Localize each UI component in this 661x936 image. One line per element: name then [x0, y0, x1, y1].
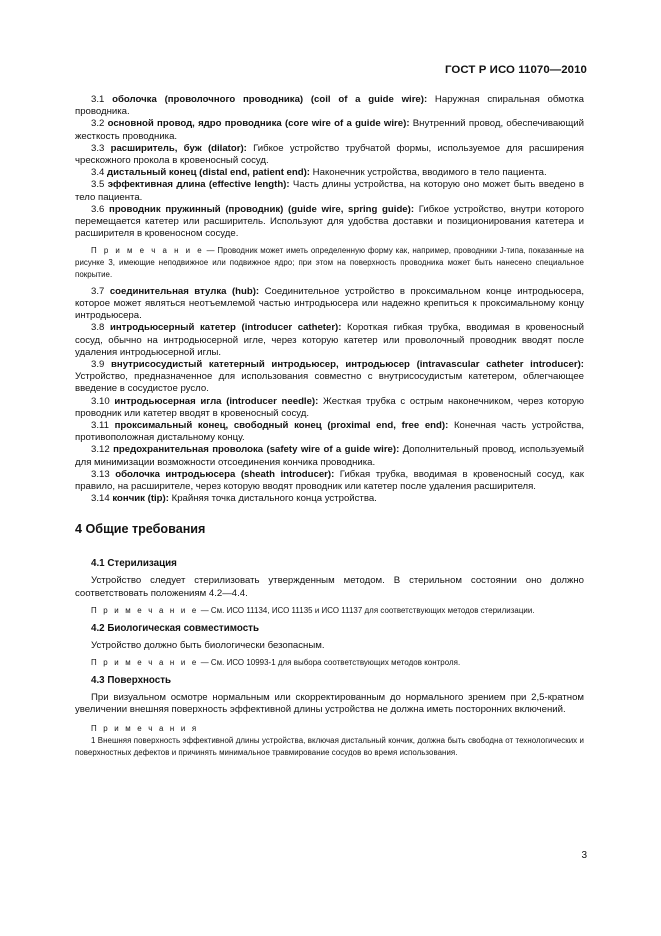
section-4-1-title: 4.1 Стерилизация — [91, 558, 177, 570]
note-label: П р и м е ч а н и е — [91, 605, 199, 615]
definition-text: Конечная часть устройства, противоположная дистальному концу. — [75, 420, 584, 444]
definition-term: проксимальный конец, свободный конец (proximal end, free end): — [114, 420, 449, 432]
definition-term: оболочка (проволочного проводника) (coil of a guide wire): — [112, 94, 428, 105]
definition-text: Внутренний провод, обеспечивающий жесткость проводника. — [75, 118, 584, 142]
note-text: — Проводник может иметь определенную форму как, например, проводники J-типа, показанные на рисунке 3, имеющие неподвижное или подвижное ядро; при этом на поверхность проводника может быть нанесено специальное покрытие. — [75, 246, 584, 280]
definition-term: внутрисосудистый катетерный интродьюсер, интродьюсер (intravascular catheter introducer): — [111, 359, 584, 371]
definition-term: дистальный конец (distal end, patient end): — [107, 167, 311, 179]
definition-3-12 — [75, 444, 584, 468]
section-4-3-title: 4.3 Поверхность — [91, 674, 172, 686]
section-4-2-title: 4.2 Биологическая совместимость — [91, 622, 259, 634]
definition-number: 3.10 — [91, 395, 110, 407]
definition-3-2 — [75, 118, 584, 142]
definition-3-14 — [75, 493, 584, 505]
definition-number: 3.1 — [91, 94, 105, 105]
definition-term: основной провод, ядро проводника (core wire of a guide wire): — [107, 118, 410, 130]
definition-text: Наружная спиральная обмотка проводника. — [75, 94, 585, 118]
section-4-3-note-1: 1 Внешняя поверхность эффективной длины устройства, включая дистальный кончик, должна быть свободна от технологических и поверхностных дефектов и причинять минимальное травмирование сосудов во время использования. — [75, 735, 584, 757]
definition-3-1 — [75, 94, 584, 118]
definition-number: 3.13 — [91, 468, 110, 480]
definition-3-5 — [75, 179, 584, 203]
definition-term: проводник пружинный (проводник) (guide wire, spring guide): — [109, 203, 415, 215]
definition-3-7 — [75, 286, 584, 323]
definition-term: расширитель, буж (dilator): — [110, 142, 247, 154]
definition-number: 3.12 — [91, 444, 110, 456]
definition-number: 3.9 — [91, 359, 105, 371]
definition-number: 3.3 — [91, 142, 105, 154]
definition-3-9 — [75, 359, 584, 396]
definition-number: 3.6 — [91, 203, 105, 215]
section-4-3-text: При визуальном осмотре нормальным или скорректированным до нормального зрением при 2,5-кратном увеличении внешняя поверхность эффективной длины устройства не должна иметь посторонних включений. — [75, 691, 584, 715]
note-text: — См. ИСО 11134, ИСО 11135 и ИСО 11137 для соответствующих методов стерилизации. — [198, 605, 535, 615]
definition-text: Гибкая трубка, вводимая в кровеносный сосуд, как правило, на расширителе, через которую вводят проводник или катетер после удаления расширителя. — [75, 468, 584, 493]
definition-text: Устройство, предназначенное для использования совместно с внутрисосудистым катетером, облегчающее введение в сосудистое русло. — [75, 371, 584, 395]
section-4-2-note — [75, 657, 584, 669]
definition-text: Наконечник устройства, вводимого в тело пациента. — [310, 167, 547, 179]
section-4-1-note — [75, 605, 584, 617]
definition-text: Соединительное устройство в проксимальном конце интродьюсера, которое может являться неотъемлемой частью интродьюсера или надежно крепиться к проксимальному концу интродьюсера. — [75, 285, 584, 322]
definition-3-11 — [75, 420, 584, 444]
definition-3-3 — [75, 143, 584, 167]
definition-3-6 — [75, 204, 584, 241]
definition-3-13 — [75, 469, 584, 493]
definition-text: Дополнительный провод, используемый для минимизации возможности отсоединения кончика проводника. — [75, 444, 584, 468]
definition-3-4 — [75, 167, 584, 179]
definition-number: 3.5 — [91, 179, 105, 191]
definition-term: соединительная втулка (hub): — [109, 285, 260, 297]
section-4-2-text: Устройство должно быть биологически безопасным. — [91, 639, 325, 651]
definition-number: 3.14 — [91, 493, 110, 505]
definition-number: 3.11 — [91, 420, 109, 432]
note-label: П р и м е ч а н и е — [91, 246, 204, 256]
definition-text: Часть длины устройства, на которую оно может быть введено в тело пациента. — [75, 179, 584, 203]
notes-label: П р и м е ч а н и я — [91, 724, 199, 734]
document-header: ГОСТ Р ИСО 11070—2010 — [444, 64, 587, 76]
note-text: — См. ИСО 10993-1 для выбора соответствующих методов контроля. — [198, 657, 461, 667]
definition-term: кончик (tip): — [112, 493, 169, 505]
definition-text: Гибкое устройство трубчатой формы, используемое для расширения чрескожного прокола в кровеносный сосуд. — [75, 142, 584, 167]
page-number: 3 — [581, 850, 587, 861]
definition-text: Крайняя точка дистального конца устройства. — [168, 493, 377, 505]
definition-text: Жесткая трубка с острым наконечником, через которую проводник или катетер вводят в кровеносный сосуд. — [75, 395, 584, 419]
note-guide-wire — [75, 245, 584, 280]
definition-number: 3.4 — [91, 167, 105, 179]
definition-text: Короткая гибкая трубка, вводимая в кровеносный сосуд, обычно на интродьюсерной игле, через которую катетер или проволочный проводник вводят после удаления интродьюсерной иглы. — [75, 322, 584, 358]
section-4-1-text: Устройство следует стерилизовать утвержденным методом. В стерильном состоянии оно должно соответствовать положениям 4.2—4.4. — [75, 575, 584, 599]
section-4-3-notes-label — [75, 723, 584, 735]
definition-3-10 — [75, 396, 584, 420]
definition-term: эффективная длина (effective length): — [107, 179, 290, 191]
note-label: П р и м е ч а н и е — [91, 657, 199, 667]
definitions-block-1 — [75, 94, 584, 240]
definition-term: интродьюсерный катетер (introducer catheter): — [109, 322, 342, 334]
definition-number: 3.2 — [91, 118, 105, 130]
definition-number: 3.8 — [91, 322, 105, 334]
definition-number: 3.7 — [91, 285, 105, 297]
definitions-block-2 — [75, 286, 584, 506]
definition-term: оболочка интродьюсера (sheath introducer): — [115, 468, 335, 480]
section-4-title: 4 Общие требования — [75, 522, 206, 537]
page-content — [75, 94, 584, 763]
definition-term: интродьюсерная игла (introducer needle): — [114, 395, 319, 407]
definition-term: предохранительная проволока (safety wire of a guide wire): — [113, 444, 400, 456]
definition-3-8 — [75, 322, 584, 359]
definition-text: Гибкое устройство, внутри которого перемещается катетер или расширитель. Используют для удобства доставки и позиционирования катетера и расширителя в кровеносном сосуде. — [75, 203, 584, 240]
